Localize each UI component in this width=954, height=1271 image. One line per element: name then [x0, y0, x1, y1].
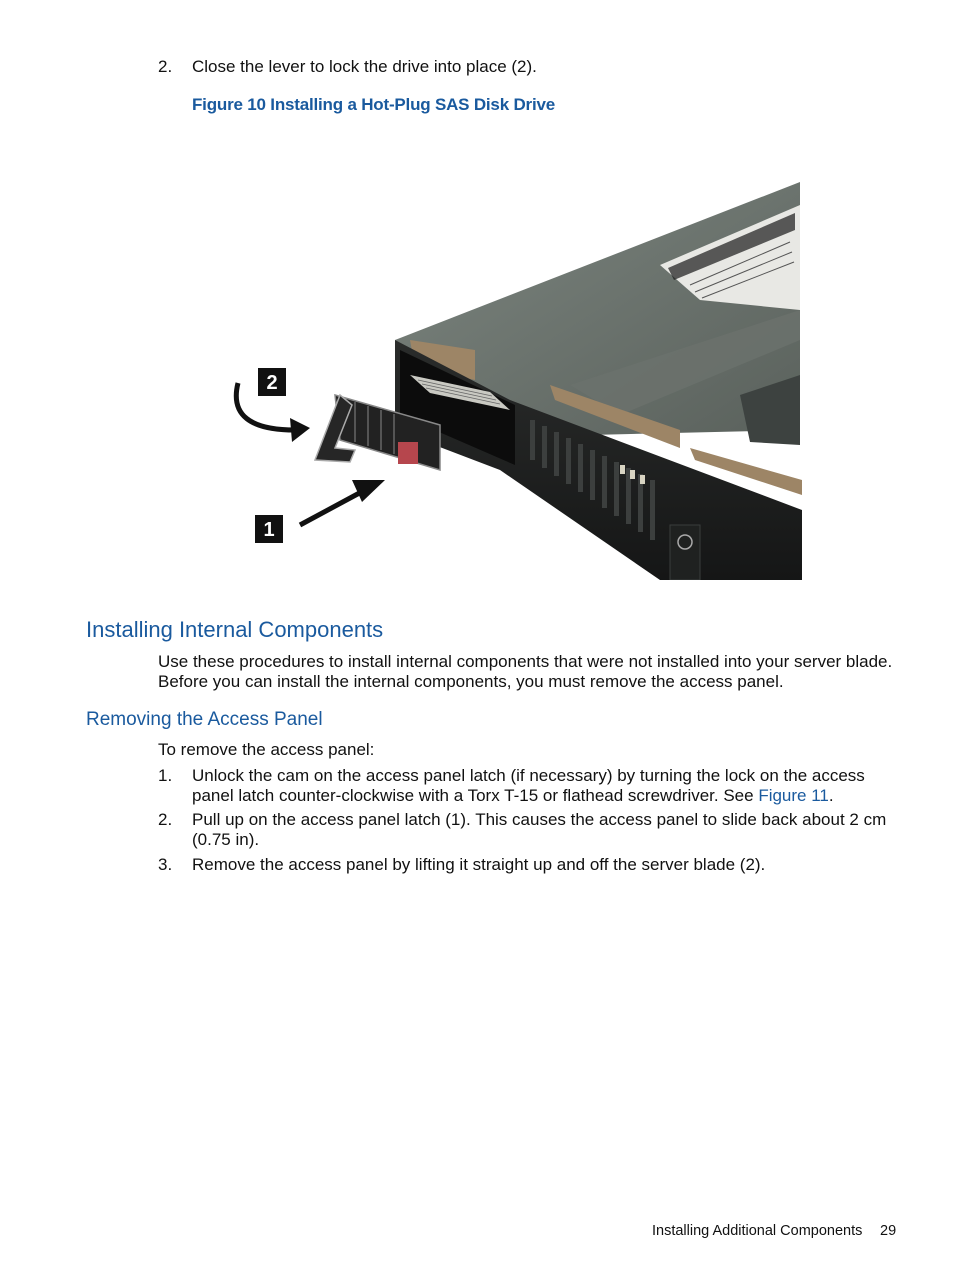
step-text: Close the lever to lock the drive into place (2).: [192, 57, 537, 76]
step-text-body: Unlock the cam on the access panel latch (if necessary) by turning the lock on the access panel latch counter-clockwise with a Torx T-15 or flathead screwdriver. See: [192, 766, 865, 805]
step-text-end: .: [828, 786, 834, 805]
callout-1-label: 1: [263, 519, 275, 541]
drive-release-button: [398, 442, 418, 464]
footer-chapter: Installing Additional Components: [652, 1223, 863, 1239]
step-number: 1.: [158, 766, 173, 785]
arrow-1: [300, 490, 365, 525]
step-number: 3.: [158, 855, 173, 874]
step-text: Pull up on the access panel latch (1). This causes the access panel to slide back about 2 cm (0.75 in).: [192, 810, 887, 849]
step-text: [192, 766, 902, 806]
callout-2-label: 2: [266, 372, 278, 394]
subsection-title: Removing the Access Panel: [86, 709, 323, 730]
step-text: Remove the access panel by lifting it straight up and off the server blade (2).: [192, 855, 766, 874]
step-number: 2.: [158, 57, 173, 76]
footer-page-number: 29: [880, 1223, 897, 1239]
figure-caption: Figure 10 Installing a Hot-Plug SAS Disk Drive: [192, 95, 555, 114]
step-number: 2.: [158, 810, 173, 829]
figure-hot-plug-drive: [190, 180, 802, 580]
figure-11-link[interactable]: Figure 11: [758, 786, 829, 805]
hp-logo-panel: [670, 525, 700, 580]
procedure-intro: To remove the access panel:: [158, 740, 375, 759]
section-title: Installing Internal Components: [86, 617, 384, 642]
section-paragraph: Use these procedures to install internal components that were not installed into your server blade. Before you can install the internal components, you must remove the access panel.: [158, 652, 893, 691]
server-blade-illustration: [190, 180, 802, 580]
